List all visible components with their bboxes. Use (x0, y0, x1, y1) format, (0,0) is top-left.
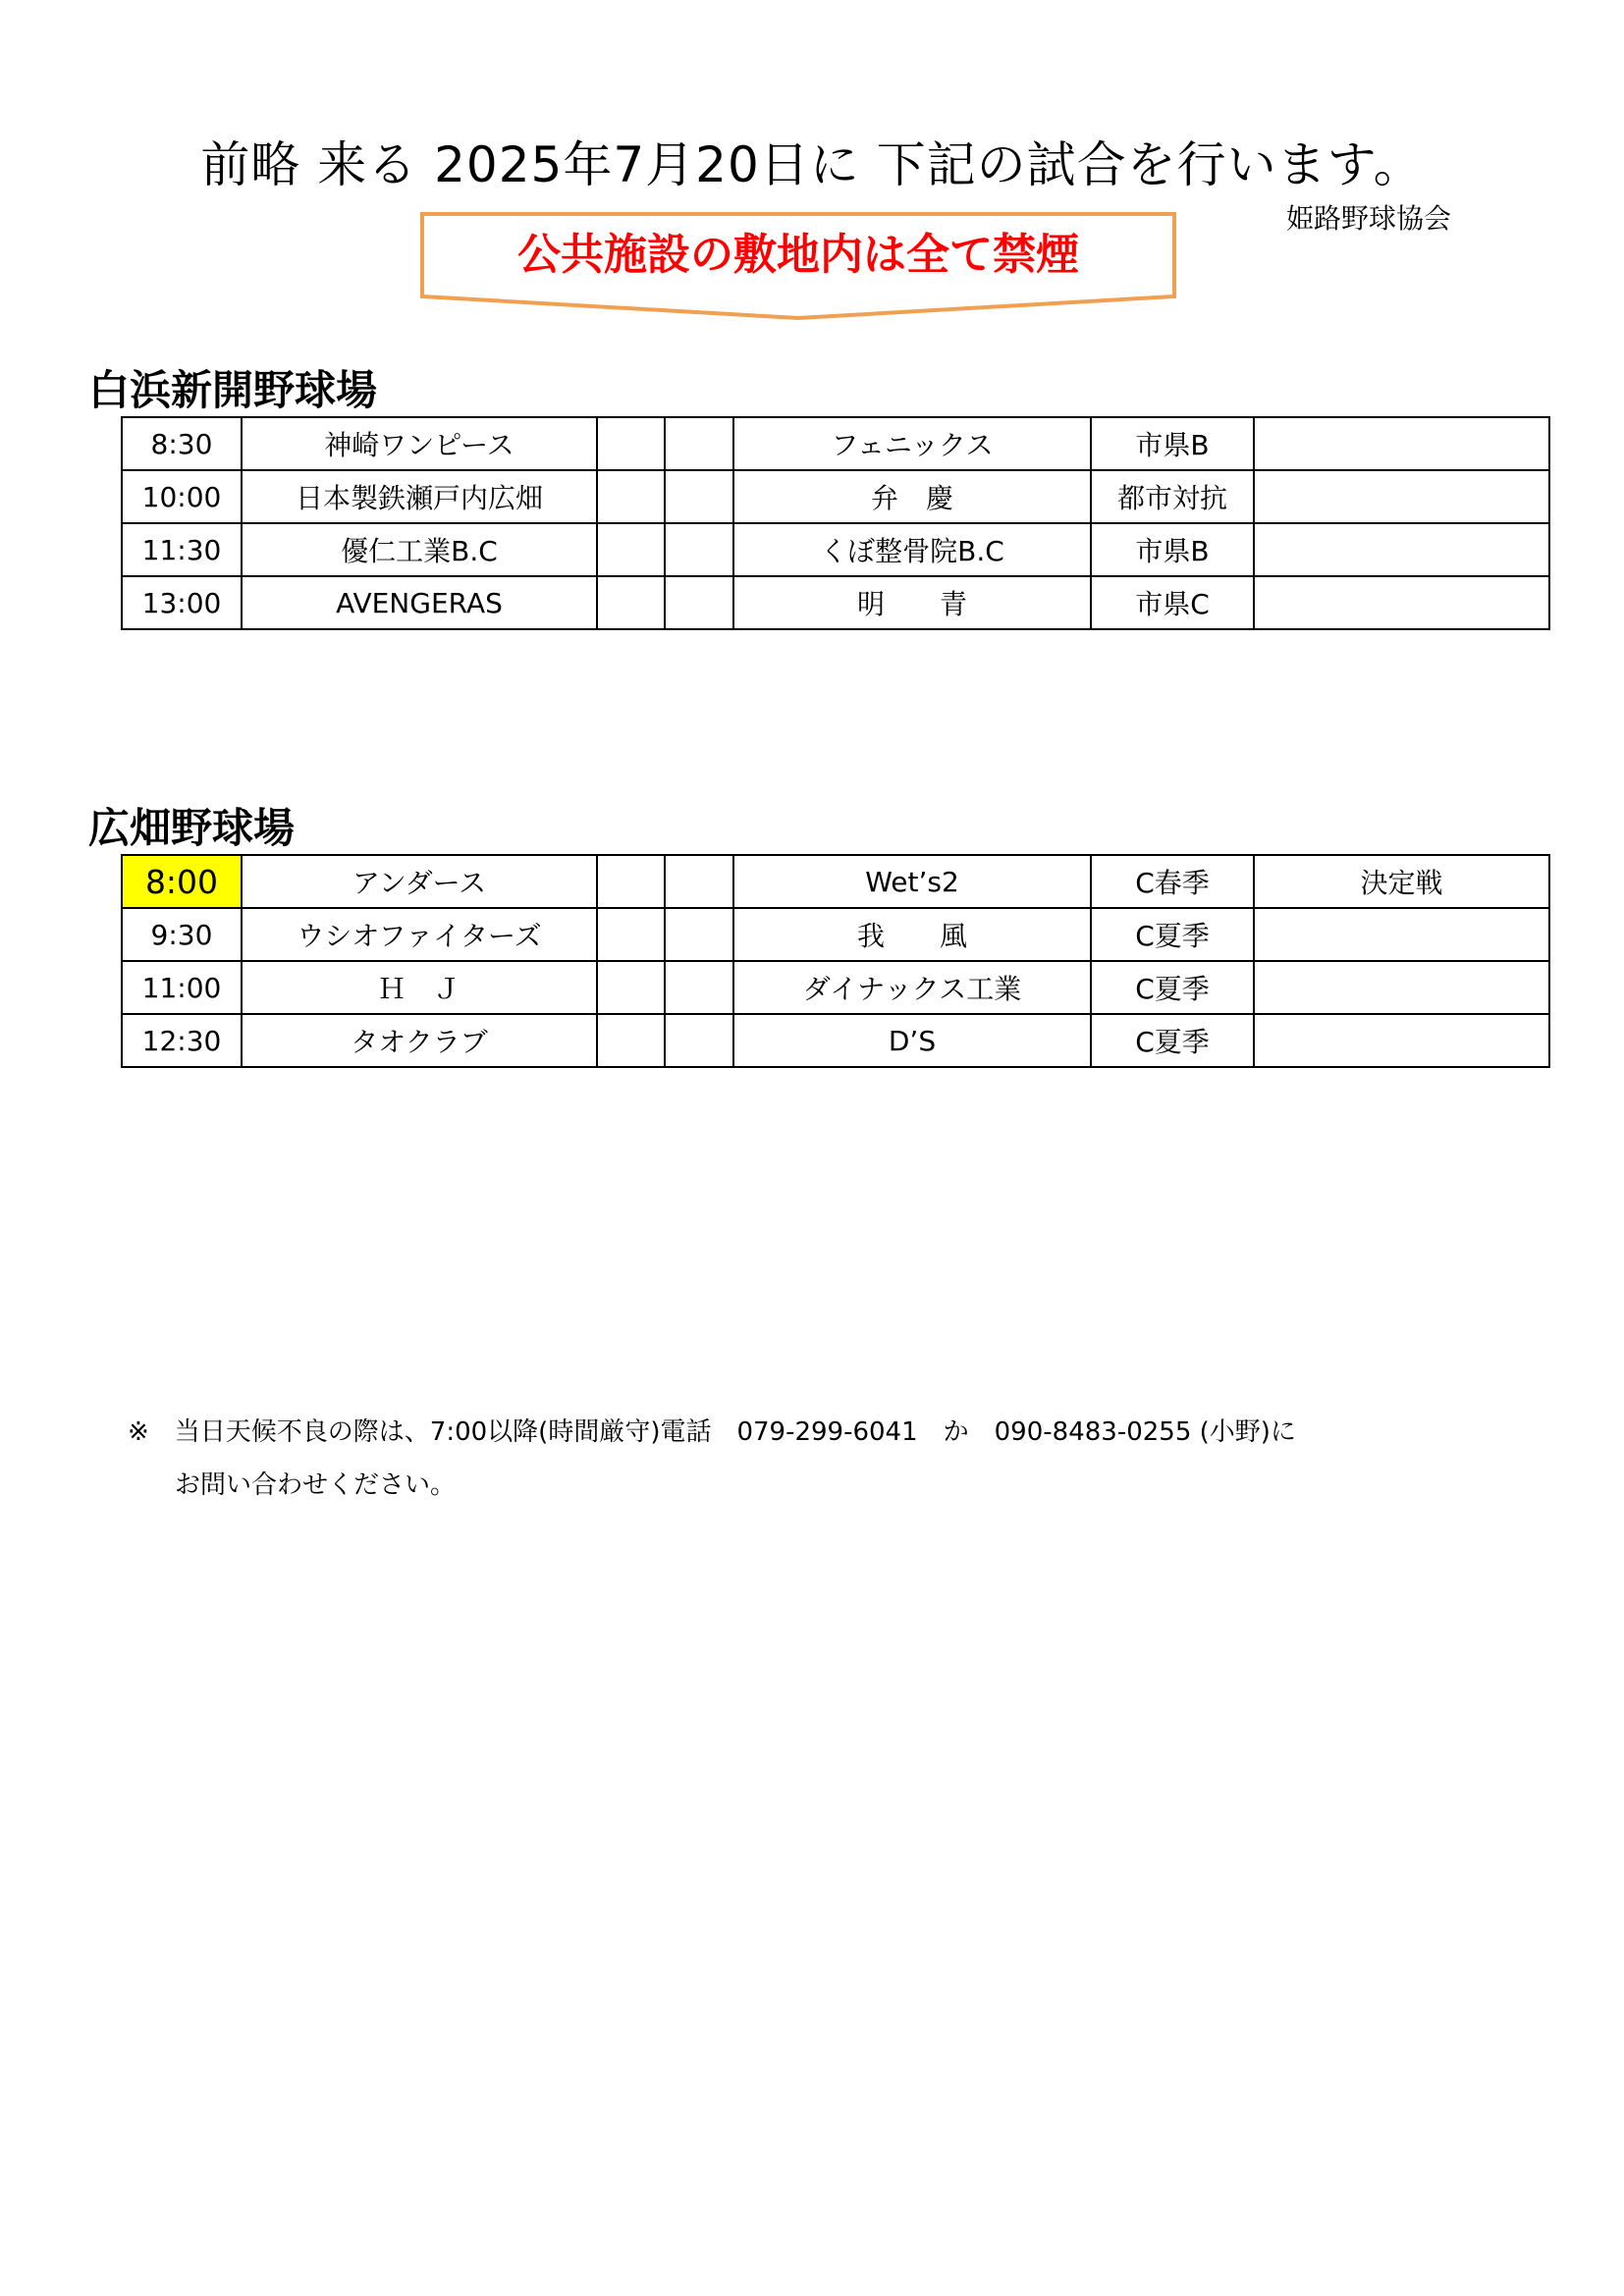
venue-title: 白浜新開野球場 (88, 366, 378, 414)
team1-cell: AVENGERAS (242, 576, 597, 629)
team2-cell: くぼ整骨院B.C (733, 523, 1091, 576)
no-smoking-banner (416, 208, 1180, 322)
footnote-line: ※ 当日天候不良の際は、7:00以降(時間厳守)電話 079-299-6041 か 090-8483-0255 (小野)に (128, 1417, 1296, 1447)
score-cell (597, 908, 665, 961)
team1-cell: ウシオファイターズ (242, 908, 597, 961)
time-cell: 10:00 (122, 470, 242, 523)
score-cell (665, 470, 733, 523)
team2-cell: 明 青 (733, 576, 1091, 629)
schedule-table (121, 854, 1550, 1068)
team2-cell: フェニックス (733, 417, 1091, 470)
note-cell: 決定戦 (1254, 855, 1549, 908)
score-cell (665, 523, 733, 576)
time-cell: 13:00 (122, 576, 242, 629)
time-cell: 9:30 (122, 908, 242, 961)
score-cell (665, 908, 733, 961)
team1-cell: タオクラブ (242, 1014, 597, 1067)
league-cell: 市県B (1091, 417, 1254, 470)
venue-title: 広畑野球場 (88, 804, 296, 852)
time-cell: 11:00 (122, 961, 242, 1014)
table-row (122, 961, 1549, 1014)
table-row (122, 576, 1549, 629)
team2-cell: ダイナックス工業 (733, 961, 1091, 1014)
table-row (122, 855, 1549, 908)
score-cell (665, 1014, 733, 1067)
league-cell: C夏季 (1091, 961, 1254, 1014)
time-cell-highlighted: 8:00 (122, 855, 242, 908)
team1-cell: 神崎ワンピース (242, 417, 597, 470)
score-cell (597, 961, 665, 1014)
team2-cell: D’S (733, 1014, 1091, 1067)
table-row (122, 1014, 1549, 1067)
team1-cell: 優仁工業B.C (242, 523, 597, 576)
note-cell (1254, 417, 1549, 470)
note-cell (1254, 961, 1549, 1014)
table-row (122, 908, 1549, 961)
league-cell: 市県B (1091, 523, 1254, 576)
note-cell (1254, 908, 1549, 961)
league-cell: 都市対抗 (1091, 470, 1254, 523)
team1-cell: Ｈ Ｊ (242, 961, 597, 1014)
score-cell (597, 470, 665, 523)
score-cell (597, 417, 665, 470)
note-cell (1254, 523, 1549, 576)
table-row (122, 417, 1549, 470)
score-cell (597, 1014, 665, 1067)
time-cell: 11:30 (122, 523, 242, 576)
headline: 前略 来る 2025年7月20日に 下記の試合を行います。 (200, 136, 1424, 193)
score-cell (665, 961, 733, 1014)
team2-cell: 我 風 (733, 908, 1091, 961)
team2-cell: 弁 慶 (733, 470, 1091, 523)
league-cell: 市県C (1091, 576, 1254, 629)
score-cell (597, 576, 665, 629)
league-cell: C夏季 (1091, 1014, 1254, 1067)
footnote-line: お問い合わせください。 (175, 1470, 457, 1500)
score-cell (597, 855, 665, 908)
no-smoking-notice: 公共施設の敷地内は全て禁煙 (517, 230, 1079, 280)
score-cell (665, 855, 733, 908)
note-cell (1254, 1014, 1549, 1067)
weather-footnote (128, 1406, 1296, 1512)
time-cell: 8:30 (122, 417, 242, 470)
note-cell (1254, 470, 1549, 523)
table-row (122, 470, 1549, 523)
score-cell (665, 576, 733, 629)
time-cell: 12:30 (122, 1014, 242, 1067)
team2-cell: Wet’s2 (733, 855, 1091, 908)
team1-cell: 日本製鉄瀬戸内広畑 (242, 470, 597, 523)
team1-cell: アンダース (242, 855, 597, 908)
schedule-table (121, 416, 1550, 630)
score-cell (665, 417, 733, 470)
league-cell: C春季 (1091, 855, 1254, 908)
organizer-name: 姫路野球協会 (1286, 202, 1452, 235)
table-row (122, 523, 1549, 576)
league-cell: C夏季 (1091, 908, 1254, 961)
score-cell (597, 523, 665, 576)
note-cell (1254, 576, 1549, 629)
